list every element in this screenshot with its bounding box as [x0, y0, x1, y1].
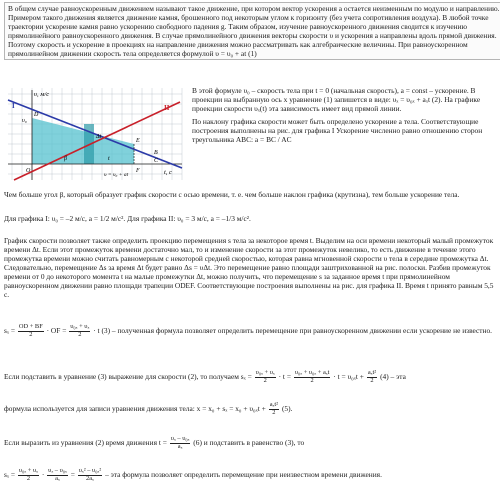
- intro-text: В общем случае равноускоренным движением называют такое движение, при котором вектор ускорения a остается неизменным по модулю и направлению. Примером такого движения является движение камня, брошенного под некоторым углом к горизонту (без учета сопротивления воздуха). В любой точке траектории ускорение камня равно ускорению свободного падения g. Таким образом, изучение равноускоренного движения сводится к изучению прямолинейного равноускоренного движения. В случае прямолинейного движения векторы скорости υ и ускорения a направлены вдоль прямой движения. Поэтому скорость и ускорение в проекциях на направление движения можно рассматривать как алгебраические величины. При равноускоренном прямолинейном движении скорость тела определяется формулой υ = υ₀ + at (1): [8, 4, 500, 59]
- beta-paragraph: [4, 190, 496, 199]
- point-C-label: C: [154, 158, 159, 164]
- y-axis-label: υ, м/с: [34, 91, 50, 98]
- graph-description-p1: В этой формуле υ₀ – скорость тела при t = 0 (начальная скорость), a = const – ускорение. В проекции на выбранную ось x уравнение (1) запишется в виде: υₓ = υ₀ₓ + aₓt (2). На графике проекции скорости υₓ(t) эта зависимость имеет вид прямой линии.: [192, 86, 481, 114]
- values-text: Для графика I: υ₀ = –2 м/с, a = 1/2 м/с². Для графика II: υ₀ = 3 м/с, a = –1/3 м/с².: [4, 214, 251, 223]
- point-B-label: B: [154, 150, 158, 156]
- formula-6-line: Если выразить из уравнения (2) время движения t = $\frac{\text{υₓ – υ₀ₓ}}{\text{aₓ}}$ (6) и подставить в равенство (3), то: [4, 435, 305, 450]
- displacement-paragraph: [4, 236, 496, 299]
- line-I-label: I: [12, 102, 15, 110]
- formula-3-line: sₓ = $\frac{OD + BF}{2}$ · OF = $\frac{\text{υ₀ₓ + υₓ}}{2}$ · t (3) – полученная формула позволяет определить перемещение при равноускоренном движении если ускорение не известно.: [4, 323, 492, 338]
- displacement-text: График скорости позволяет также определить проекцию перемещения s тела за некоторое время t. Выделим на оси времени некоторый малый промежуток времени Δt. Если этот промежуток времени достаточно мал, то и изменение скорости за этот промежуток невелико, то есть движение в течение этого промежутка времени можно считать равномерным с некоторой средней скоростью, которая равна мгновенной скорости υ тела в середине промежутка Δt. Следовательно, перемещение Δs за время Δt будет равно Δs = υΔt. Это перемещение равно площади заштрихованной на рис. полоски. Разбив промежуток времени от 0 до некоторого момента t на малые промежутки Δt, можно получить, что перемещение s за заданное время t при прямолинейном равноускоренном движении равно площади трапеции ODEF. Соответствующие построения выполнены на рис. для графика II. Время t принято равным 5,5 с.: [4, 236, 494, 300]
- beta-text: Чем больше угол β, который образует график скорости с осью времени, т. е. чем больше наклон графика (крутизна), тем больше ускорение тела.: [4, 190, 460, 199]
- origin-label: O: [26, 168, 31, 174]
- velocity-graph-svg: [4, 84, 186, 184]
- v0-label: υ₀: [22, 118, 27, 124]
- formula-4-line: Если подставить в уравнение (3) выражение для скорости (2), то получаем sₓ = $\frac{\text{υ₀ₓ + υₓ}}{2}$ · t = $\frac{\text{υ₀ₓ + υ₀ₓ + aₓt}}{2}$ · t = υ₀ₓt + $\frac{\text{aₓt²}}{2}$ (4) – эта: [4, 369, 406, 384]
- x-axis-label: t, c: [164, 169, 172, 176]
- velocity-graph: [4, 84, 186, 184]
- formula-5-line: формула используется для записи уравнения движения тела: x = x₀ + sₓ = x₀ + υ₀ₓt + $\frac{\text{aₓt²}}{2}$ (5).: [4, 401, 293, 416]
- velocity-formula-label: υ = υ₀ + at: [104, 172, 129, 178]
- delta-t-label: Δt: [96, 134, 102, 140]
- point-F-label: F: [136, 168, 140, 174]
- beta-label: β: [64, 156, 67, 162]
- values-paragraph: [4, 214, 496, 223]
- t-mark-label: t: [108, 156, 110, 162]
- graph-description: [192, 86, 492, 144]
- line-II-label: II: [164, 104, 170, 112]
- point-D-label: D: [34, 112, 39, 118]
- formula-3-description: (3) – полученная формула позволяет определить перемещение при равноускоренном движении если ускорение не известно.: [101, 325, 492, 335]
- intro-paragraph: [4, 2, 500, 60]
- graph-description-p2: По наклону графика скорости может быть определено ускорение a тела. Соответствующие построения выполнены на рис. для графика I Ускорение численно равно отношению сторон треугольника ABC: a = BC / AC: [192, 117, 483, 145]
- point-E-label: E: [136, 138, 140, 144]
- formula-7-line: sₓ = $\frac{\text{υ₀ₓ + υₓ}}{2}$ · $\frac{\text{υₓ – υ₀ₓ}}{\text{aₓ}}$ = $\frac{\text{υₓ² – υ₀ₓ²}}{\text{2aₓ}}$ – эта формула позволяет определить перемещение при неизвестном времени движения.: [4, 467, 382, 482]
